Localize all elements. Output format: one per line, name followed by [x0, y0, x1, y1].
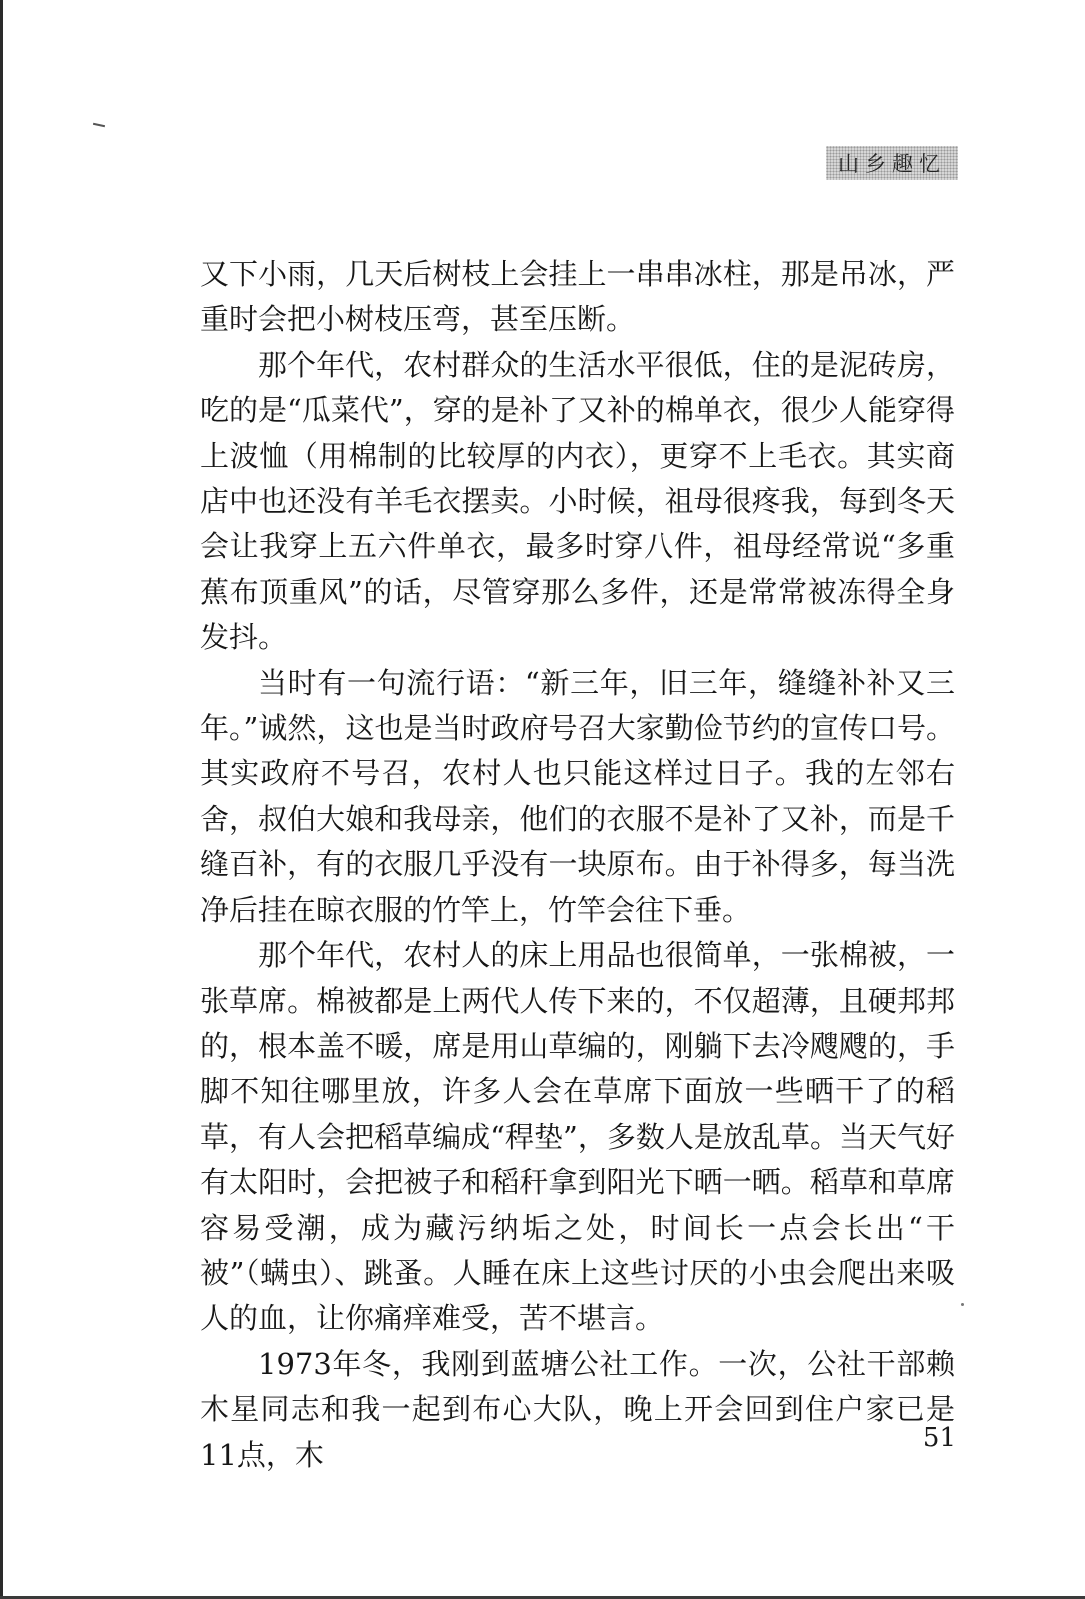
- running-header-title: 山乡趣忆: [838, 152, 946, 176]
- scan-left-edge: [0, 0, 3, 1599]
- page-number: 51: [922, 1423, 956, 1453]
- paragraph-continued: 又下小雨，几天后树枝上会挂上一串串冰柱，那是吊冰，严重时会把小树枝压弯，甚至压断。: [200, 257, 955, 337]
- scan-dot: [961, 1303, 964, 1306]
- body-text: [200, 252, 955, 1478]
- running-header: [826, 146, 958, 180]
- paragraph: 那个年代，农村群众的生活水平很低，住的是泥砖房，吃的是“瓜菜代”，穿的是补了又补的棉单衣，很少人能穿得上波恤（用棉制的比较厚的内衣），更穿不上毛衣。其实商店中也还没有羊毛衣摆卖。小时候，祖母很疼我，每到冬天会让我穿上五六件单衣，最多时穿八件，祖母经常说“多重蕉布顶重风”的话，尽管穿那么多件，还是常常被冻得全身发抖。: [200, 347, 955, 655]
- paragraph: 当时有一句流行语：“新三年，旧三年，缝缝补补又三年。”诚然，这也是当时政府号召大家勤俭节约的宣传口号。其实政府不号召，农村人也只能这样过日子。我的左邻右舍，叔伯大娘和我母亲，他们的衣服不是补了又补，而是千缝百补，有的衣服几乎没有一块原布。由于补得多，每当洗净后挂在晾衣服的竹竿上，竹竿会往下垂。: [200, 665, 955, 927]
- scan-mark: [93, 123, 105, 127]
- paragraph: 1973年冬，我刚到蓝塘公社工作。一次，公社干部赖木星同志和我一起到布心大队，晚上开会回到住户家已是11点，木: [200, 1346, 955, 1472]
- paragraph: 那个年代，农村人的床上用品也很简单，一张棉被，一张草席。棉被都是上两代人传下来的，不仅超薄，且硬邦邦的，根本盖不暖，席是用山草编的，刚躺下去冷飕飕的，手脚不知往哪里放，许多人会在草席下面放一些晒干了的稻草，有人会把稻草编成“稈垫”，多数人是放乱草。当天气好有太阳时，会把被子和稻秆拿到阳光下晒一晒。稻草和草席容易受潮，成为藏污纳垢之处，时间长一点会长出“干被”（螨虫）、跳蚤。人睡在床上这些讨厌的小虫会爬出来吸人的血，让你痛痒难受，苦不堪言。: [200, 938, 955, 1336]
